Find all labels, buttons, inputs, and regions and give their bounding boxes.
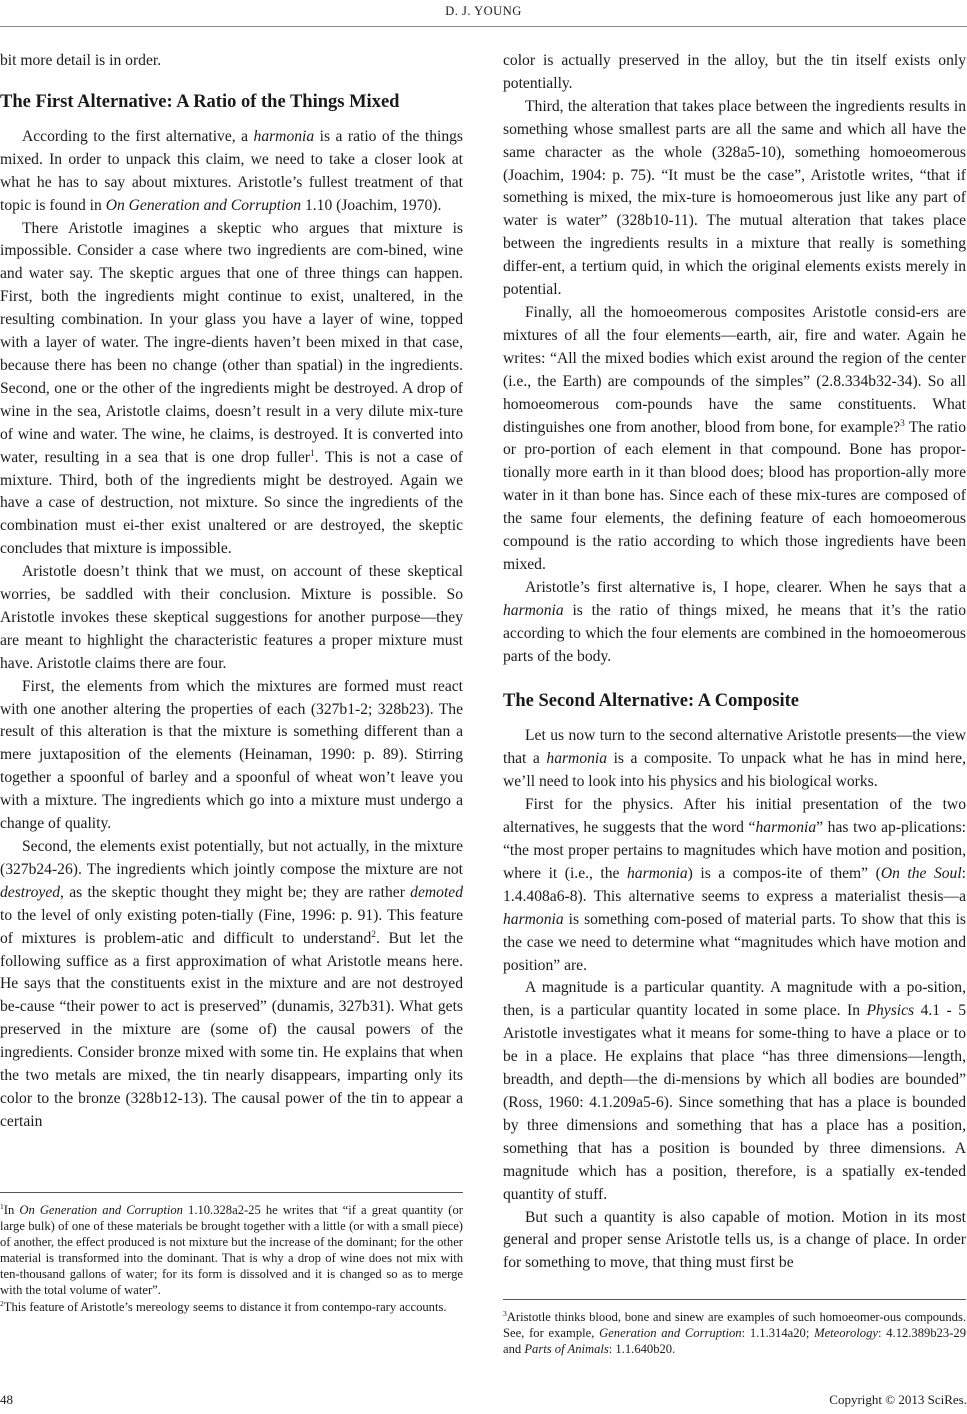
footnotes-left [0,1192,463,1315]
page-number: 48 [0,1392,13,1407]
footnote-ref[interactable]: 2 [371,929,376,940]
footnote-rule [503,1299,966,1300]
paragraph: color is actually preserved in the alloy, but the tin itself exists only potentially. [503,52,966,92]
paragraph: First for the physics. After his initial presentation of the two alternatives, he suggests that the word “harmonia” has two ap-plications: “the most proper pertains to magnitudes which have motion and position, where it (i.e., the harmonia) is a compos-ite of them” (On the Soul: 1.4.408a6-8). This alternative seems to express a materialist thesis—a harmonia is something com-posed of material parts. To show that this is the case we need to determine what “magnitudes which have motion and position” are. [503,796,967,974]
footnotes-right [503,1299,966,1357]
right-column [503,50,966,1275]
footnote-ref[interactable]: 1 [309,448,315,459]
paragraph: bit more detail is in order. [0,52,162,69]
footnote-3: $^3$Aristotle thinks blood, bone and sinew are examples of such homoeomer-ous compounds. See, for example, Generation and Corruption: 1.1.314a20; Meteorology: 4.12.389b23-29 and Parts of Animals: 1.1.640b20. [503,1308,967,1357]
paragraph: There Aristotle imagines a skeptic who argues that mixture is impossible. Consider a case where two ingredients are com-bined, wine and water say. The skeptic argues that one of three things can happen. First, both the ingredients might continue to exist, unaltered, in the resulting combination. In your glass you have a layer of wine, topped with a layer of water. The ingre-dients haven’t been mixed in that case, because there has been no change (other than spatial) in the ingredients. Second, one or the other of the ingredients might be destroyed. A drop of wine in the sea, Aristotle claims, doesn’t result in a very dilute mix-ture of wine and water. The wine, he claims, is destroyed. It is converted into water, resulting in a sea that is one drop fuller$^1$. This is not a case of mixture. Third, both of the ingredients might be destroyed. Again we have a case of destruction, not mixture. So since the ingredients of the combination must ei-ther exist unaltered or are destroyed, the skeptic concludes that mixture is impossible. [0,219,463,558]
section-heading-second-alternative: The Second Alternative: A Composite [503,691,799,712]
paragraph: A magnitude is a particular quantity. A magnitude with a po-sition, then, is a particular quantity located in some place. In Physics 4.1 - 5 Aristotle investigates what it means for some-thing to have a place or to be in a place. He explains that place “has three dimensions—length, breadth, and depth—the di-mensions by which all bodies are bounded” (Ross, 1960: 4.1.209a5-6). Since something that has a place is bounded by three dimensions and something that has a place has a position, something that has a position is bounded by three dimensions. A magnitude which has a position, therefore, is a spatially ex-tended quantity of stuff. [503,979,966,1203]
paragraph: Aristotle’s first alternative is, I hope, clearer. When he says that a harmonia is the ratio of things mixed, he means that it’s the ratio according to which the four elements are combined in the homoeomerous parts of the body. [503,578,966,665]
footnote-ref[interactable]: 3 [900,418,905,429]
paragraph: First, the elements from which the mixtures are formed must react with one another altering the properties of each (327b1-2; 328b23). The result of this alteration is that the mixture is something different than a mere juxtaposition of the elements (Heinaman, 1990: p. 89). Stirring together a spoonful of barley and a spoonful of wheat won’t leave you with a mixture. The ingredients which go into a mixture must undergo a change of quality. [0,677,463,833]
paragraph: According to the first alternative, a harmonia is a ratio of the things mixed. In order to unpack this claim, we need to take a closer look at what he has to say about mixtures. Aristotle’s fullest treatment of that topic is found in On Generation and Corruption 1.10 (Joachim, 1970). [0,127,463,214]
section-heading-first-alternative: The First Alternative: A Ratio of the Things Mixed [0,91,400,112]
running-head: D. J. YOUNG [445,4,522,18]
footnote-1: $^1$In On Generation and Corruption 1.10.328a2-25 he writes that “if a great quantity (or large bulk) of one of these materials be brought together with a little (or with a small piece) of another, the effect produced is not mixture but the increase of the dominant; for the other material is transformed into the dominant. That is why a drop of wine does not mix with ten-thousand gallons of water; for its form is dissolved and it is changed so as to merge with the total volume of water”. [0,1201,463,1298]
footnote-rule [0,1192,463,1193]
copyright-notice: Copyright © 2013 SciRes. [829,1392,967,1407]
paragraph: Finally, all the homoeomerous composites Aristotle consid-ers are mixtures of all the four elements—earth, air, fire and water. Again he writes: “All the mixed bodies which exist around the region of the center (i.e., the Earth) are compounds of the simples” (2.8.334b32-34). So all homoeomerous com-pounds have the same constituents. What distinguishes one from another, blood from bone, for example?$^3$ The ratio or pro-portion of each element in that compound. Bone has propor-tionally more earth in it than blood does; blood has proportion-ally more water in it than bone has. Since each of these mix-tures are composed of the same four elements, the defining feature of each homoeomerous compound is the ratio according to which those ingredients have been mixed. [503,303,967,573]
header-rule [0,26,967,27]
paragraph: Aristotle doesn’t think that we must, on account of these skeptical worries, be saddled with their conclusion. Mixture is possible. So Aristotle invokes these skeptical suggestions for another purpose—they are meant to highlight the characteristic features a proper mixture must have. Aristotle claims there are four. [0,563,463,672]
paragraph: Let us now turn to the second alternative Aristotle presents—the view that a harmonia is a composite. To unpack what he has in mind here, we’ll need to look into his physics and his biological works. [503,727,966,791]
footnote-2: $^2$This feature of Aristotle’s mereology seems to distance it from contempo-rary accounts. [0,1298,447,1314]
paragraph: Third, the alteration that takes place between the ingredients results in something whose smallest parts are all the same and which all have the same character as the whole (328a5-10), something homoeomerous (Joachim, 1904: p. 75). “It must be the case”, Aristotle writes, “that if something is mixed, the mix-ture is homoeomerous just like any part of water is water” (328b10-11). The mutual alteration that takes place between the ingredients results in a mixture that really is something differ-ent, a tertium quid, in which the original elements exists merely in potential. [503,97,966,299]
paragraph: But such a quantity is also capable of motion. Motion in its most general and proper sense Aristotle tells us, is a change of place. In order for something to move, that thing must first be [503,1208,966,1272]
paragraph: Second, the elements exist potentially, but not actually, in the mixture (327b24-26). The ingredients which jointly compose the mixture are not destroyed, as the skeptic thought they might be; they are rather demoted to the level of only existing poten-tially (Fine, 1996: p. 91). This feature of mixtures is problem-atic and difficult to understand$^2$. But let the following suffice as a first approximation of what Aristotle means here. He says that the constituents exist in the mixture and are not destroyed be-cause “their power to act is preserved” (dunamis, 327b31). What gets preserved in the mixture are (some of) the causal powers of the ingredients. Consider bronze mixed with some tin. He explains that when the two metals are mixed, the tin nearly disappears, imparting only its color to the bronze (328b12-13). The causal power of the tin to appear a certain [0,838,463,1130]
left-column [0,50,463,1134]
